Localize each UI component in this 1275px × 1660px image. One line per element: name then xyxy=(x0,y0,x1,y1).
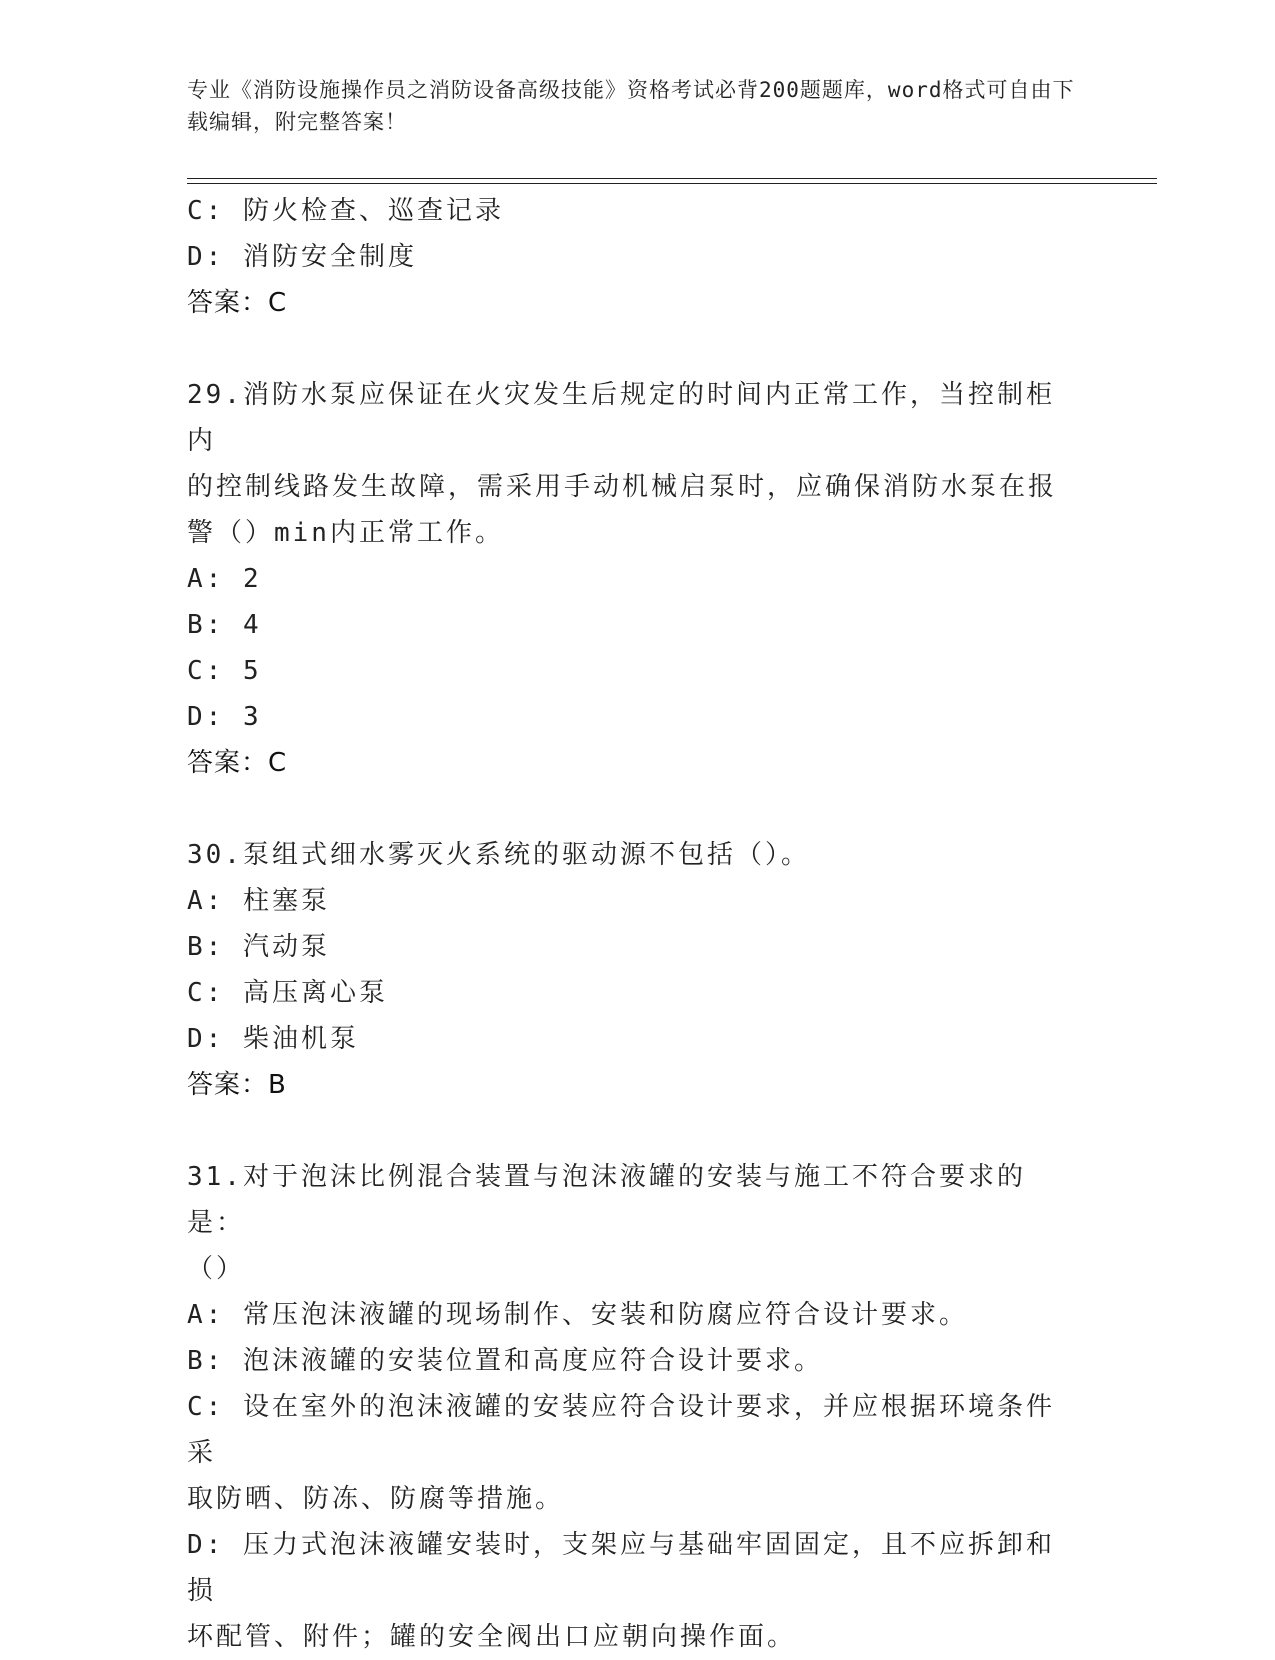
question-stem: 29.消防水泵应保证在火灾发生后规定的时间内正常工作，当控制柜内 xyxy=(187,380,1055,456)
question-list xyxy=(187,188,1077,1660)
question-stem: 的控制线路发生故障，需采用手动机械启泵时，应确保消防水泵在报 xyxy=(187,472,1058,502)
option-c: C: 高压离心泵 xyxy=(187,978,388,1008)
question-spacer xyxy=(187,326,1077,372)
option-d: D: 3 xyxy=(187,702,262,732)
answer-line: 答案：C xyxy=(187,748,288,778)
question-spacer xyxy=(187,786,1077,832)
option-c-continued: 取防晒、防冻、防腐等措施。 xyxy=(187,1484,565,1514)
question-stem: 31.对于泡沫比例混合装置与泡沫液罐的安装与施工不符合要求的是： xyxy=(187,1162,1026,1238)
option-b: B: 汽动泵 xyxy=(187,932,330,962)
answer-line: 答案：C xyxy=(187,288,288,318)
question-30 xyxy=(187,832,1077,1108)
option-a: A: 2 xyxy=(187,564,262,594)
option-b: B: 4 xyxy=(187,610,262,640)
answer-line: 答案：B xyxy=(187,1070,287,1100)
document-header: 专业《消防设施操作员之消防设备高级技能》资格考试必背200题题库，word格式可自由下载编辑，附完整答案！ xyxy=(187,78,1075,134)
header-divider-bottom xyxy=(187,183,1157,184)
option-d: D: 压力式泡沫液罐安装时，支架应与基础牢固固定，且不应拆卸和损 xyxy=(187,1530,1055,1606)
option-b: B: 泡沫液罐的安装位置和高度应符合设计要求。 xyxy=(187,1346,823,1376)
option-c: C: 防火检查、巡查记录 xyxy=(187,196,504,226)
question-spacer xyxy=(187,1108,1077,1154)
question-stem: 警（）min内正常工作。 xyxy=(187,518,504,548)
option-d-continued: 坏配管、附件；罐的安全阀出口应朝向操作面。 xyxy=(187,1622,797,1652)
option-d: D: 柴油机泵 xyxy=(187,1024,359,1054)
header-divider-top xyxy=(187,178,1157,179)
option-d: D: 消防安全制度 xyxy=(187,242,417,272)
option-a: A: 常压泡沫液罐的现场制作、安装和防腐应符合设计要求。 xyxy=(187,1300,968,1330)
option-c: C: 5 xyxy=(187,656,262,686)
question-stem: （） xyxy=(187,1254,246,1284)
option-a: A: 柱塞泵 xyxy=(187,886,330,916)
question-stem: 30.泵组式细水雾灭火系统的驱动源不包括（）。 xyxy=(187,840,810,870)
question-31 xyxy=(187,1154,1077,1660)
option-c: C: 设在室外的泡沫液罐的安装应符合设计要求，并应根据环境条件采 xyxy=(187,1392,1055,1468)
previous-question-tail xyxy=(187,188,1077,326)
question-29 xyxy=(187,372,1077,786)
